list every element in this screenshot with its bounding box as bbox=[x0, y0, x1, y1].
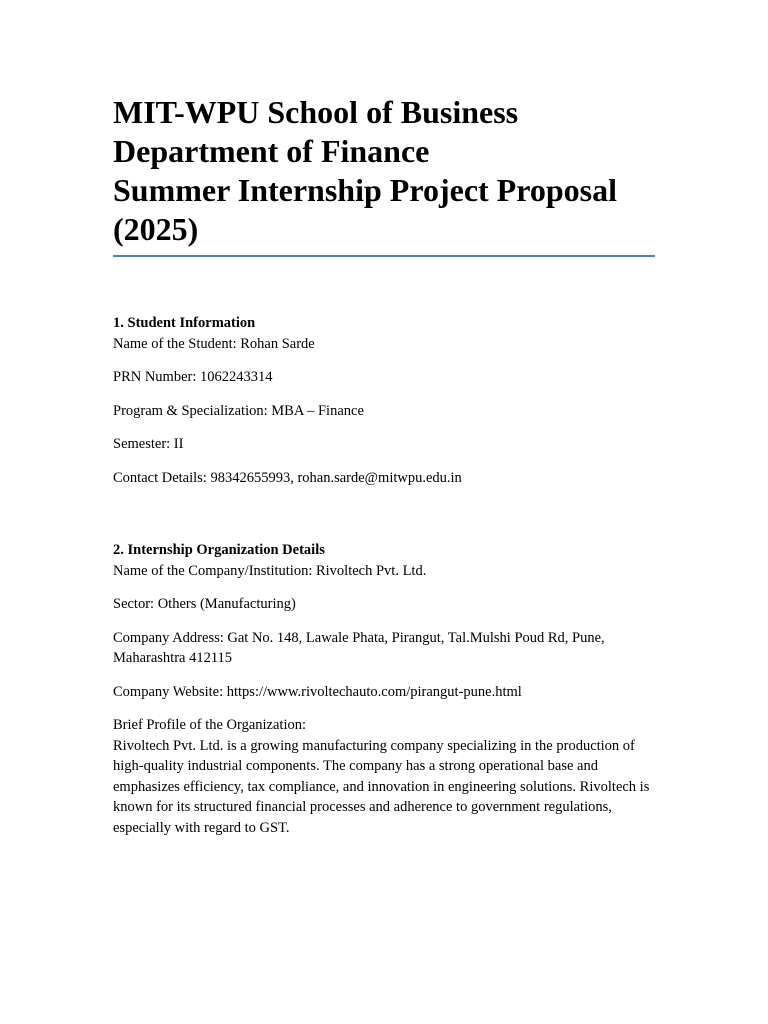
student-information-heading: 1. Student Information bbox=[113, 315, 256, 331]
student-prn: PRN Number: 1062243314 bbox=[113, 369, 273, 385]
company-sector: Sector: Others (Manufacturing) bbox=[113, 596, 296, 612]
student-name: Name of the Student: Rohan Sarde bbox=[113, 335, 315, 352]
title-proposal: Summer Internship Project Proposal bbox=[113, 172, 617, 208]
company-website: Company Website: https://www.rivoltechauto.com/pirangut-pune.html bbox=[113, 683, 522, 700]
title-department: Department of Finance bbox=[113, 133, 430, 169]
organization-details-heading: 2. Internship Organization Details bbox=[113, 542, 325, 558]
company-profile-label: Brief Profile of the Organization: bbox=[113, 717, 307, 733]
document-title bbox=[113, 93, 655, 257]
company-name: Name of the Company/Institution: Rivoltech Pvt. Ltd. bbox=[113, 562, 427, 579]
company-address: Company Address: Gat No. 148, Lawale Phata, Pirangut, Tal.Mulshi Poud Rd, Pune, Maharashtra 412115 bbox=[113, 629, 605, 666]
student-contact: Contact Details: 98342655993, rohan.sarde@mitwpu.edu.in bbox=[113, 469, 462, 486]
organization-details-section bbox=[113, 540, 655, 838]
document-page bbox=[113, 93, 655, 851]
student-information-section bbox=[113, 313, 655, 488]
title-year: (2025) bbox=[113, 211, 199, 247]
student-semester: Semester: II bbox=[113, 436, 184, 452]
company-profile bbox=[113, 715, 655, 838]
student-program: Program & Specialization: MBA – Finance bbox=[113, 402, 364, 419]
company-profile-text: Rivoltech Pvt. Ltd. is a growing manufacturing company specializing in the production of high-quality industrial components. The company has a strong operational base and emphasizes efficiency, tax compliance, and innovation in engineering solutions. Rivoltech is known for its structured financial processes and adherence to government regulations, especially with regard to GST. bbox=[113, 737, 650, 836]
title-school: MIT-WPU School of Business bbox=[113, 94, 519, 130]
